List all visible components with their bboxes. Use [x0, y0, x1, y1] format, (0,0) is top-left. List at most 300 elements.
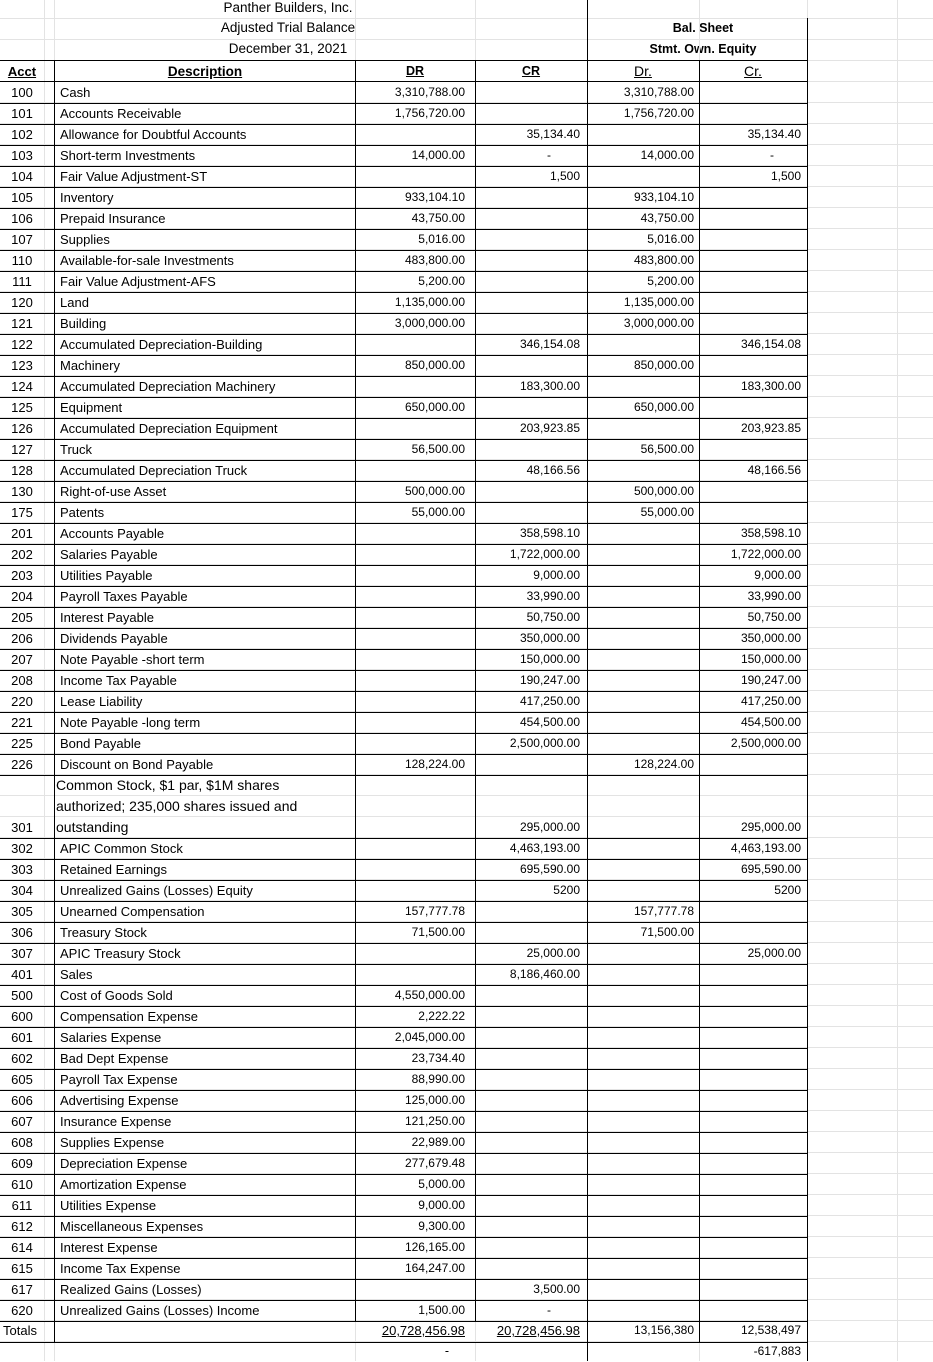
account-description-line: Common Stock, $1 par, $1M shares [56, 777, 280, 793]
acct-number: 201 [11, 526, 33, 541]
account-description: Salaries Expense [60, 1030, 162, 1045]
debit-amount: 14,000.00 [411, 148, 465, 162]
acct-number: 611 [11, 1198, 33, 1213]
acct-number: 122 [11, 337, 33, 352]
row-rule [0, 1216, 807, 1217]
acct-number: 500 [11, 988, 33, 1003]
debit-amount: 850,000.00 [404, 358, 465, 372]
acct-number: 301 [11, 820, 33, 835]
account-description: Compensation Expense [60, 1009, 199, 1024]
bs-credit-amount: 183,300.00 [740, 379, 801, 393]
row-rule [0, 292, 807, 293]
account-description: APIC Common Stock [60, 841, 183, 856]
acct-number: 612 [11, 1219, 33, 1234]
acct-number: 101 [11, 106, 33, 121]
bs-debit-amount: 128,224.00 [633, 757, 694, 771]
row-rule [0, 544, 807, 545]
row-rule [0, 985, 807, 986]
credit-amount: 183,300.00 [519, 379, 580, 393]
column-header-bs-dr: Dr. [634, 63, 652, 79]
acct-number: 207 [11, 652, 33, 667]
account-description: Lease Liability [60, 694, 143, 709]
account-description: Unearned Compensation [60, 904, 205, 919]
gridline-horizontal [0, 39, 933, 40]
debit-amount: 164,247.00 [404, 1261, 465, 1275]
bs-credit-amount: 25,000.00 [747, 946, 801, 960]
column-rule [54, 60, 55, 1342]
account-description: APIC Treasury Stock [60, 946, 181, 961]
account-description: Fair Value Adjustment-ST [60, 169, 208, 184]
row-rule [0, 880, 807, 881]
debit-amount: 121,250.00 [404, 1114, 465, 1128]
row-rule [0, 1132, 807, 1133]
row-rule [0, 649, 807, 650]
row-rule [0, 334, 807, 335]
row-rule [0, 670, 807, 671]
acct-number: 615 [11, 1261, 33, 1276]
row-rule [0, 145, 807, 146]
acct-number: 206 [11, 631, 33, 646]
acct-number: 110 [11, 253, 33, 268]
acct-number: 126 [11, 421, 33, 436]
bs-credit-amount: 346,154.08 [740, 337, 801, 351]
debit-amount: 56,500.00 [411, 442, 465, 456]
account-description: Discount on Bond Payable [60, 757, 214, 772]
totals-cr: 20,728,456.98 [496, 1323, 580, 1338]
acct-number: 609 [11, 1156, 33, 1171]
bs-debit-amount: 500,000.00 [633, 484, 694, 498]
debit-amount: 500,000.00 [404, 484, 465, 498]
bs-credit-amount: 295,000.00 [740, 820, 801, 834]
debit-amount: 1,500.00 [418, 1303, 465, 1317]
row-rule [0, 607, 807, 608]
debit-amount: 4,550,000.00 [394, 988, 465, 1002]
row-rule [0, 1153, 807, 1154]
row-rule [0, 481, 807, 482]
gridline-horizontal [0, 816, 933, 817]
bs-credit-amount: 203,923.85 [740, 421, 801, 435]
account-description: Accounts Receivable [60, 106, 182, 121]
row-rule [0, 775, 807, 776]
debit-amount: 157,777.78 [404, 904, 465, 918]
credit-amount: 695,590.00 [519, 862, 580, 876]
account-description: Note Payable -short term [60, 652, 205, 667]
column-header-acct: Acct [7, 64, 37, 79]
debit-amount: 650,000.00 [404, 400, 465, 414]
row-rule [0, 166, 807, 167]
debit-amount: 9,300.00 [418, 1219, 465, 1233]
row-rule [0, 1027, 807, 1028]
acct-number: 175 [11, 505, 33, 520]
account-description: Machinery [60, 358, 120, 373]
row-rule [0, 754, 807, 755]
account-description: Sales [60, 967, 93, 982]
account-description: Supplies Expense [60, 1135, 165, 1150]
bs-credit-amount: 48,166.56 [747, 463, 801, 477]
column-header-description: Description [167, 64, 243, 79]
debit-amount: 2,222.22 [418, 1009, 465, 1023]
debit-amount: 1,135,000.00 [394, 295, 465, 309]
bs-credit-amount: 695,590.00 [740, 862, 801, 876]
debit-amount: 933,104.10 [404, 190, 465, 204]
credit-amount: 8,186,460.00 [509, 967, 580, 981]
credit-amount: 50,750.00 [526, 610, 580, 624]
bs-debit-amount: 5,016.00 [647, 232, 694, 246]
acct-number: 302 [11, 841, 33, 856]
account-description: Amortization Expense [60, 1177, 187, 1192]
account-description: Accumulated Depreciation Truck [60, 463, 248, 478]
account-description: Supplies [60, 232, 110, 247]
bs-debit-amount: 933,104.10 [633, 190, 694, 204]
row-rule [0, 1111, 807, 1112]
acct-number: 104 [11, 169, 33, 184]
account-description: Land [60, 295, 89, 310]
acct-number: 121 [11, 316, 33, 331]
bs-debit-amount: 3,000,000.00 [623, 316, 694, 330]
row-rule [0, 250, 807, 251]
acct-number: 617 [11, 1282, 33, 1297]
account-description: Utilities Expense [60, 1198, 157, 1213]
acct-number: 102 [11, 127, 33, 142]
credit-amount: 3,500.00 [533, 1282, 580, 1296]
account-description: Allowance for Doubtful Accounts [60, 127, 247, 142]
account-description-line: authorized; 235,000 shares issued and [56, 798, 298, 814]
credit-amount: - [547, 1303, 551, 1317]
acct-number: 111 [12, 274, 32, 289]
bs-credit-amount: 350,000.00 [740, 631, 801, 645]
account-description: Accumulated Depreciation Machinery [60, 379, 276, 394]
bs-credit-amount: 358,598.10 [740, 526, 801, 540]
credit-amount: 1,722,000.00 [509, 547, 580, 561]
account-description: Miscellaneous Expenses [60, 1219, 204, 1234]
row-rule [0, 1195, 807, 1196]
acct-number: 601 [11, 1030, 33, 1045]
bs-credit-amount: - [770, 148, 774, 162]
column-rule [587, 0, 588, 1361]
column-rule [699, 60, 700, 1342]
bs-credit-amount: 5200 [774, 883, 801, 897]
credit-amount: 48,166.56 [526, 463, 580, 477]
bs-credit-amount: 9,000.00 [754, 568, 801, 582]
account-description: Short-term Investments [60, 148, 196, 163]
debit-amount: 23,734.40 [411, 1051, 465, 1065]
row-rule [0, 124, 807, 125]
account-description: Interest Expense [60, 1240, 158, 1255]
row-rule [0, 1174, 807, 1175]
bs-credit-amount: 50,750.00 [747, 610, 801, 624]
account-description: Bad Dept Expense [60, 1051, 169, 1066]
debit-amount: 2,045,000.00 [394, 1030, 465, 1044]
debit-amount: 125,000.00 [404, 1093, 465, 1107]
row-rule [0, 943, 807, 944]
row-rule [0, 859, 807, 860]
row-rule [0, 1069, 807, 1070]
credit-amount: 2,500,000.00 [509, 736, 580, 750]
account-description: Cost of Goods Sold [60, 988, 173, 1003]
bs-credit-amount: 454,500.00 [740, 715, 801, 729]
acct-number: 610 [11, 1177, 33, 1192]
acct-number: 306 [11, 925, 33, 940]
debit-amount: 22,989.00 [411, 1135, 465, 1149]
account-description-line: outstanding [56, 819, 129, 835]
acct-number: 128 [11, 463, 33, 478]
bs-debit-amount: 55,000.00 [640, 505, 694, 519]
credit-amount: 4,463,193.00 [509, 841, 580, 855]
gridline-vertical [44, 0, 45, 1361]
bs-debit-amount: 850,000.00 [633, 358, 694, 372]
account-description: Retained Earnings [60, 862, 167, 877]
row-rule [0, 103, 807, 104]
account-description: Interest Payable [60, 610, 154, 625]
row-rule [0, 355, 807, 356]
row-rule [0, 1006, 807, 1007]
debit-amount: 128,224.00 [404, 757, 465, 771]
account-description: Depreciation Expense [60, 1156, 188, 1171]
acct-number: 614 [11, 1240, 33, 1255]
acct-number: 401 [11, 967, 33, 982]
acct-number: 204 [11, 589, 33, 604]
acct-number: 208 [11, 673, 33, 688]
row-rule [0, 1300, 807, 1301]
account-description: Inventory [60, 190, 114, 205]
balance-sheet-title: Bal. Sheet [672, 21, 734, 35]
acct-number: 607 [11, 1114, 33, 1129]
row-rule [0, 1237, 807, 1238]
acct-number: 130 [11, 484, 33, 499]
acct-number: 303 [11, 862, 33, 877]
row-rule [0, 397, 807, 398]
credit-amount: 295,000.00 [519, 820, 580, 834]
acct-number: 304 [11, 883, 33, 898]
row-rule [0, 712, 807, 713]
row-rule [0, 208, 807, 209]
acct-number: 608 [11, 1135, 33, 1150]
debit-amount: 3,310,788.00 [394, 85, 465, 99]
debit-amount: 71,500.00 [411, 925, 465, 939]
row-rule [0, 376, 807, 377]
bs-debit-amount: 1,135,000.00 [623, 295, 694, 309]
row-rule [0, 187, 807, 188]
acct-number: 305 [11, 904, 33, 919]
company-name: Panther Builders, Inc. [223, 0, 353, 15]
acct-number: 127 [11, 442, 33, 457]
credit-amount: 9,000.00 [533, 568, 580, 582]
row-rule [0, 691, 807, 692]
bs-credit-amount: 35,134.40 [747, 127, 801, 141]
after-totals-bs-cr: -617,883 [753, 1344, 801, 1358]
debit-amount: 483,800.00 [404, 253, 465, 267]
account-description: Unrealized Gains (Losses) Equity [60, 883, 253, 898]
bs-debit-amount: 5,200.00 [647, 274, 694, 288]
debit-amount: 277,679.48 [404, 1156, 465, 1170]
debit-amount: 43,750.00 [411, 211, 465, 225]
account-description: Right-of-use Asset [60, 484, 167, 499]
row-rule [0, 1048, 807, 1049]
header-rule [0, 60, 807, 61]
row-rule [0, 628, 807, 629]
row-rule [0, 586, 807, 587]
row-rule [0, 1258, 807, 1259]
credit-amount: 358,598.10 [519, 526, 580, 540]
row-rule [0, 1090, 807, 1091]
account-description: Income Tax Expense [60, 1261, 181, 1276]
row-rule [0, 838, 807, 839]
acct-number: 107 [11, 232, 33, 247]
debit-amount: 5,200.00 [418, 274, 465, 288]
bs-debit-amount: 56,500.00 [640, 442, 694, 456]
debit-amount: 5,016.00 [418, 232, 465, 246]
account-description: Accounts Payable [60, 526, 165, 541]
account-description: Realized Gains (Losses) [60, 1282, 202, 1297]
acct-number: 605 [11, 1072, 33, 1087]
acct-number: 125 [11, 400, 33, 415]
account-description: Patents [60, 505, 105, 520]
account-description: Building [60, 316, 107, 331]
debit-amount: 88,990.00 [411, 1072, 465, 1086]
account-description: Accumulated Depreciation-Building [60, 337, 263, 352]
row-rule [0, 565, 807, 566]
acct-number: 220 [11, 694, 33, 709]
credit-amount: 35,134.40 [526, 127, 580, 141]
account-description: Treasury Stock [60, 925, 147, 940]
report-date: December 31, 2021 [228, 41, 348, 56]
credit-amount: 346,154.08 [519, 337, 580, 351]
credit-amount: 33,990.00 [526, 589, 580, 603]
account-description: Equipment [60, 400, 123, 415]
row-rule [0, 901, 807, 902]
credit-amount: 454,500.00 [519, 715, 580, 729]
bs-debit-amount: 3,310,788.00 [623, 85, 694, 99]
debit-amount: 126,165.00 [404, 1240, 465, 1254]
acct-number: 606 [11, 1093, 33, 1108]
credit-amount: - [547, 148, 551, 162]
debit-amount: 5,000.00 [418, 1177, 465, 1191]
totals-label: Totals [3, 1323, 37, 1338]
account-description: Accumulated Depreciation Equipment [60, 421, 278, 436]
account-description: Fair Value Adjustment-AFS [60, 274, 216, 289]
column-rule [475, 60, 476, 1321]
bs-credit-amount: 4,463,193.00 [730, 841, 801, 855]
acct-number: 120 [11, 295, 33, 310]
bs-credit-amount: 33,990.00 [747, 589, 801, 603]
debit-amount: 55,000.00 [411, 505, 465, 519]
acct-number: 307 [11, 946, 33, 961]
column-rule [807, 18, 808, 1361]
row-rule [0, 313, 807, 314]
row-rule [0, 460, 807, 461]
account-description: Salaries Payable [60, 547, 158, 562]
acct-number: 620 [11, 1303, 33, 1318]
credit-amount: 350,000.00 [519, 631, 580, 645]
bs-credit-amount: 150,000.00 [740, 652, 801, 666]
row-rule [0, 1279, 807, 1280]
credit-amount: 25,000.00 [526, 946, 580, 960]
acct-number: 202 [11, 547, 33, 562]
column-header-bs-cr: Cr. [744, 63, 762, 79]
gridline-horizontal [0, 795, 933, 796]
column-header-cr: CR [521, 64, 541, 78]
totals-rule [0, 1342, 587, 1343]
acct-number: 226 [11, 757, 33, 772]
bs-credit-amount: 1,500 [770, 169, 801, 183]
totals-bs-dr: 13,156,380 [633, 1323, 694, 1337]
account-description: Income Tax Payable [60, 673, 177, 688]
account-description: Utilities Payable [60, 568, 153, 583]
acct-number: 124 [11, 379, 33, 394]
row-rule [0, 439, 807, 440]
account-description: Truck [60, 442, 93, 457]
credit-amount: 190,247.00 [519, 673, 580, 687]
bs-credit-amount: 190,247.00 [740, 673, 801, 687]
acct-number: 203 [11, 568, 33, 583]
acct-number: 103 [11, 148, 33, 163]
account-description: Available-for-sale Investments [60, 253, 234, 268]
credit-amount: 150,000.00 [519, 652, 580, 666]
bs-debit-amount: 483,800.00 [633, 253, 694, 267]
account-description: Payroll Tax Expense [60, 1072, 178, 1087]
account-description: Unrealized Gains (Losses) Income [60, 1303, 260, 1318]
after-totals-dr: - [444, 1344, 450, 1358]
credit-amount: 203,923.85 [519, 421, 580, 435]
report-title: Adjusted Trial Balance [220, 20, 356, 35]
row-rule [0, 418, 807, 419]
debit-amount: 1,756,720.00 [394, 106, 465, 120]
bs-debit-amount: 650,000.00 [633, 400, 694, 414]
acct-number: 602 [11, 1051, 33, 1066]
acct-number: 221 [11, 715, 33, 730]
bs-debit-amount: 14,000.00 [640, 148, 694, 162]
row-rule [0, 922, 807, 923]
account-description: Cash [60, 85, 91, 100]
row-rule [0, 271, 807, 272]
account-description: Insurance Expense [60, 1114, 172, 1129]
row-rule [0, 964, 807, 965]
row-rule [0, 229, 807, 230]
credit-amount: 5200 [553, 883, 580, 897]
bs-credit-amount: 2,500,000.00 [730, 736, 801, 750]
debit-amount: 9,000.00 [418, 1198, 465, 1212]
account-description: Payroll Taxes Payable [60, 589, 188, 604]
credit-amount: 417,250.00 [519, 694, 580, 708]
totals-bs-cr: 12,538,497 [740, 1323, 801, 1337]
account-description: Bond Payable [60, 736, 141, 751]
credit-amount: 1,500 [549, 169, 580, 183]
acct-number: 105 [11, 190, 33, 205]
acct-number: 106 [11, 211, 33, 226]
column-header-dr: DR [405, 64, 425, 78]
row-rule [0, 502, 807, 503]
gridline-horizontal [0, 18, 933, 19]
balance-sheet-subtitle: Stmt. Own. Equity [649, 42, 757, 56]
bs-credit-amount: 1,722,000.00 [730, 547, 801, 561]
debit-amount: 3,000,000.00 [394, 316, 465, 330]
account-description: Prepaid Insurance [60, 211, 166, 226]
column-rule [355, 60, 356, 1321]
acct-number: 600 [11, 1009, 33, 1024]
account-description: Dividends Payable [60, 631, 168, 646]
acct-number: 100 [11, 85, 33, 100]
acct-number: 225 [11, 736, 33, 751]
gridline-vertical [897, 0, 898, 1361]
totals-dr: 20,728,456.98 [381, 1323, 465, 1338]
acct-number: 205 [11, 610, 33, 625]
account-description: Note Payable -long term [60, 715, 201, 730]
row-rule [0, 733, 807, 734]
acct-number: 123 [11, 358, 33, 373]
bs-debit-amount: 1,756,720.00 [623, 106, 694, 120]
bs-debit-amount: 71,500.00 [640, 925, 694, 939]
bs-debit-amount: 43,750.00 [640, 211, 694, 225]
